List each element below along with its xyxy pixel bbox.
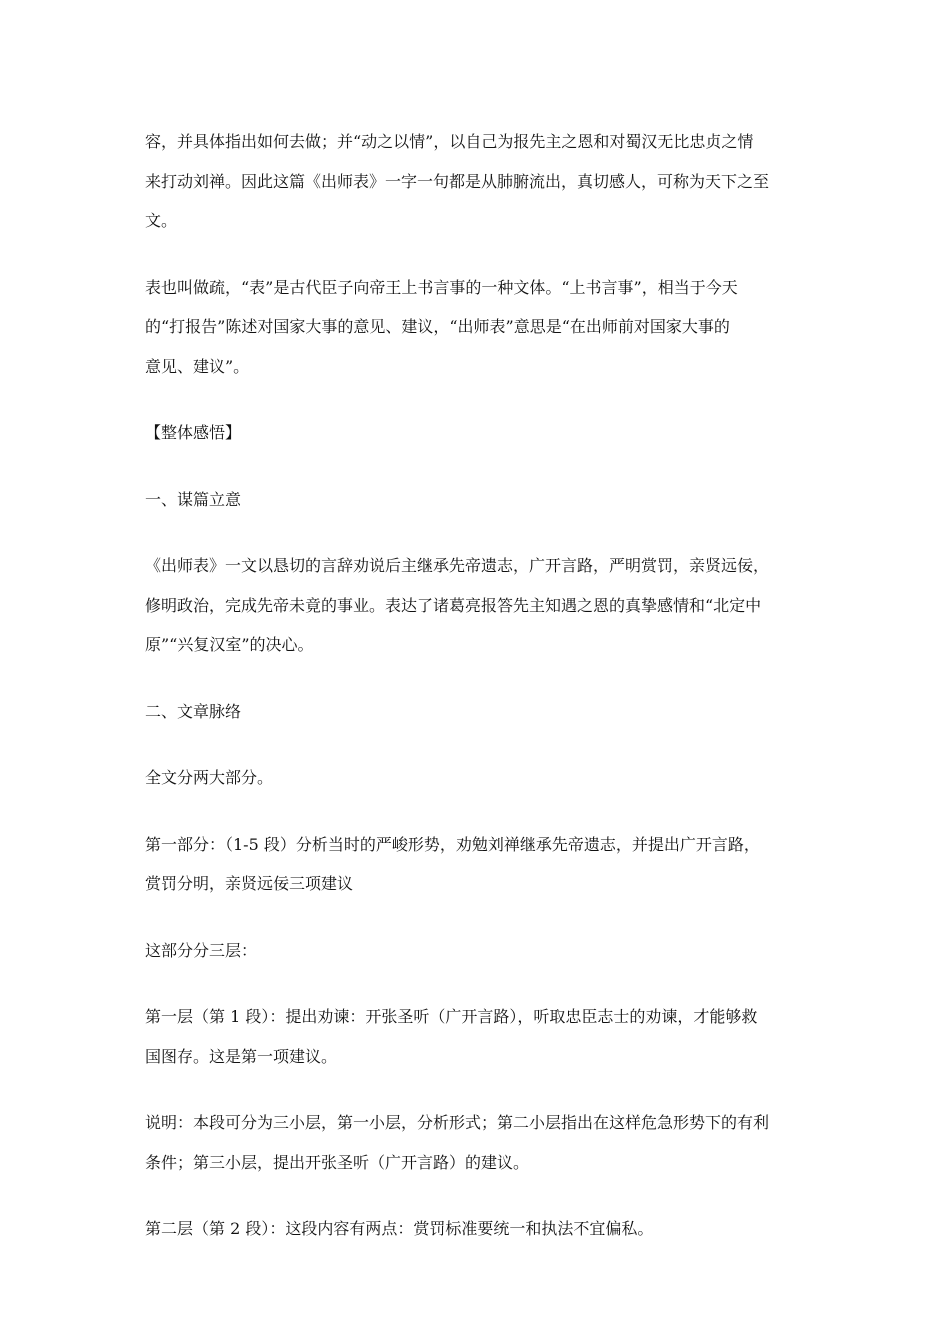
text-line: 第一层（第 1 段）：提出劝谏：开张圣听（广开言路），听取忠臣志士的劝谏，才能够救	[145, 1007, 758, 1026]
subheading-structure	[145, 692, 815, 732]
section-heading-overall	[145, 413, 815, 453]
text-line: 《出师表》一文以恳切的言辞劝说后主继承先帝遗志，广开言路，严明赏罚，亲贤远佞，	[145, 556, 770, 575]
document-body	[145, 122, 815, 1276]
text-line: 修明政治，完成先帝未竟的事业。表达了诸葛亮报答先主知遇之恩的真挚感情和“北定中	[145, 595, 762, 615]
text-line: 赏罚分明，亲贤远佞三项建议	[145, 874, 354, 893]
text-line: 来打动刘禅。因此这篇《出师表》一字一句都是从肺腑流出，真切感人，可称为天下之至	[145, 171, 770, 191]
text-line: 文。	[145, 211, 178, 230]
paragraph-three-layers	[145, 931, 815, 971]
paragraph-theme	[145, 546, 815, 665]
paragraph-layer-two	[145, 1209, 815, 1249]
text-line: 一、谋篇立意	[145, 489, 242, 509]
subheading-theme	[145, 480, 815, 520]
paragraph-part-one	[145, 825, 815, 904]
text-line: 二、文章脉络	[145, 701, 242, 721]
text-line: 第二层（第 2 段）：这段内容有两点：赏罚标准要统一和执法不宜偏私。	[145, 1219, 654, 1238]
text-line: 表也叫做疏，“表”是古代臣子向帝王上书言事的一种文体。“上书言事”，相当于今天	[145, 277, 738, 297]
paragraph-biao-definition	[145, 268, 815, 387]
text-line: 全文分两大部分。	[145, 768, 274, 787]
text-line: 意见、建议”。	[145, 356, 250, 376]
text-line: 国图存。这是第一项建议。	[145, 1046, 338, 1066]
text-line: 的“打报告”陈述对国家大事的意见、建议，“出师表”意思是“在出师前对国家大事的	[145, 317, 730, 336]
text-line: 【整体感悟】	[145, 423, 242, 442]
text-line: 条件；第三小层，提出开张圣听（广开言路）的建议。	[145, 1152, 530, 1172]
text-line: 容，并具体指出如何去做；并“动之以情”，以自己为报先主之恩和对蜀汉无比忠贞之情	[145, 132, 754, 151]
paragraph-intro-end	[145, 122, 815, 241]
paragraph-explanation	[145, 1103, 815, 1182]
text-line: 原”“兴复汉室”的决心。	[145, 635, 314, 654]
paragraph-two-parts	[145, 758, 815, 798]
text-line: 第一部分：（1-5 段）分析当时的严峻形势，劝勉刘禅继承先帝遗志，并提出广开言路，	[145, 834, 760, 854]
text-line: 说明：本段可分为三小层，第一小层，分析形式；第二小层指出在这样危急形势下的有利	[145, 1113, 770, 1132]
text-line: 这部分分三层：	[145, 940, 258, 960]
paragraph-layer-one	[145, 997, 815, 1076]
